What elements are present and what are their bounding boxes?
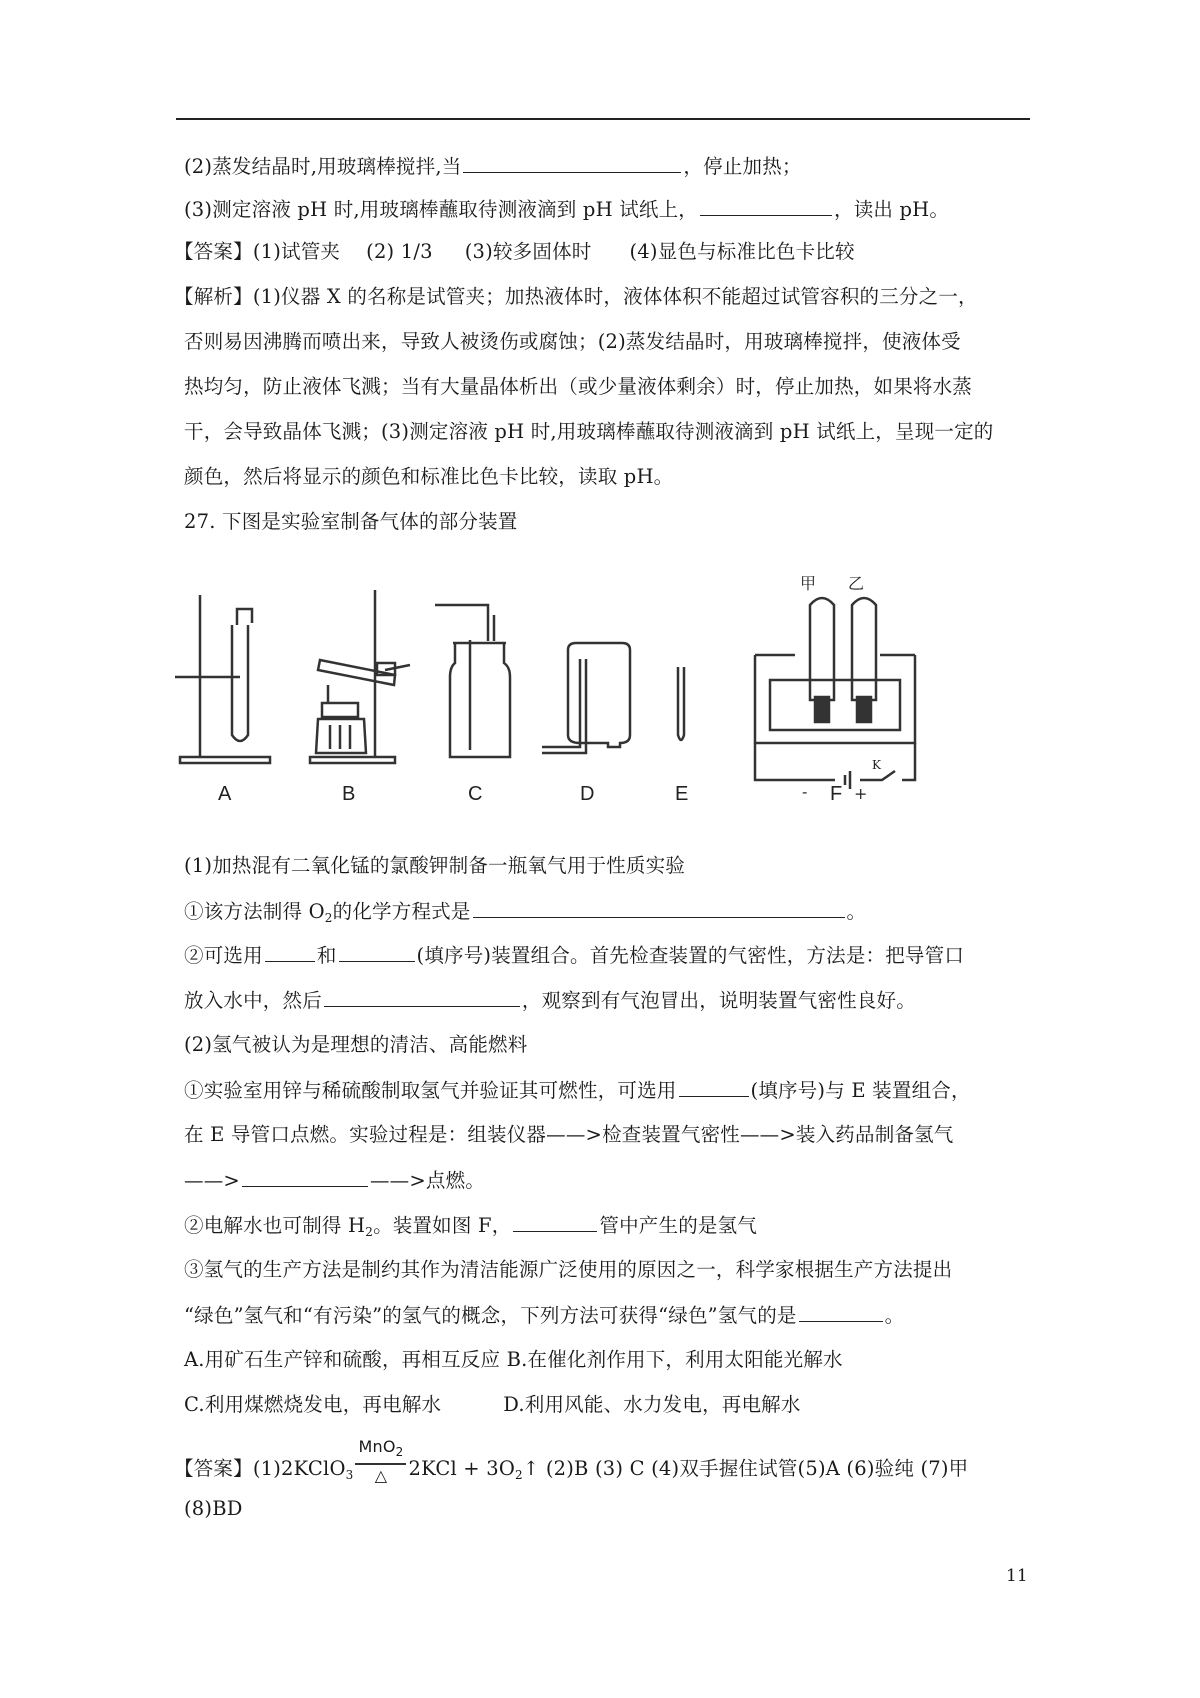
explanation-line-5: 颜色，然后将显示的颜色和标准比色卡比较，读取 pH。 bbox=[184, 465, 674, 488]
heat-symbol: △ bbox=[374, 1466, 388, 1485]
label-c: C bbox=[468, 783, 483, 805]
apparatus-e bbox=[678, 667, 684, 740]
tube-label-yi: 乙 bbox=[848, 574, 865, 593]
q27-part-2a bbox=[184, 1076, 971, 1105]
answer-blank[interactable] bbox=[463, 152, 681, 173]
answer-rest: (2)B (3) C (4)双手握住试管(5)A (6)验纯 (7)甲 bbox=[545, 1457, 969, 1480]
answer-part: (1)试管夹 bbox=[252, 240, 341, 263]
answer-blank[interactable] bbox=[799, 1301, 883, 1322]
apparatus-a bbox=[175, 595, 270, 763]
label-f: F bbox=[830, 783, 843, 805]
explanation-label: 【解析】 bbox=[174, 285, 253, 308]
options-cd bbox=[184, 1391, 801, 1419]
options-ab bbox=[184, 1346, 843, 1374]
q2-text-end: ，停止加热； bbox=[683, 155, 802, 178]
q27-text: (填序号)装置组合。首先检查装置的气密性，方法是：把导管口 bbox=[416, 944, 965, 967]
q27-text: 。 bbox=[884, 1304, 905, 1327]
header-rule bbox=[176, 118, 1030, 120]
q27-text: ——> bbox=[184, 1169, 240, 1192]
q27-part-2: (2)氢气被认为是理想的清洁、高能燃料 bbox=[184, 1033, 528, 1056]
equation-text: 2KCl + 3O bbox=[408, 1457, 516, 1480]
answer-part: (4)显色与标准比色卡比较 bbox=[629, 240, 855, 263]
switch-label: K bbox=[872, 758, 881, 772]
question-27-title: 27. 下图是实验室制备气体的部分装置 bbox=[184, 510, 518, 533]
q27-part-1c bbox=[184, 986, 916, 1015]
subscript: 2 bbox=[324, 911, 333, 925]
q3-text: (3)测定溶液 pH 时,用玻璃棒蘸取待测液滴到 pH 试纸上， bbox=[184, 198, 698, 221]
q27-part-2e: ③氢气的生产方法是制约其作为清洁能源广泛使用的原因之一，科学家根据生产方法提出 bbox=[184, 1258, 953, 1281]
answer-27-last: (8)BD bbox=[184, 1497, 243, 1520]
apparatus-c bbox=[435, 605, 510, 757]
answer-label: 【答案】 bbox=[174, 1457, 253, 1480]
explanation-text: (1)仪器 X 的名称是试管夹；加热液体时，液体体积不能超过试管容积的三分之一， bbox=[252, 285, 978, 308]
answer-blank[interactable] bbox=[513, 1211, 597, 1232]
option-c: C.利用煤燃烧发电，再电解水 bbox=[184, 1393, 442, 1416]
q27-text: 的化学方程式是 bbox=[332, 900, 471, 923]
q27-part-1b bbox=[184, 941, 964, 970]
question-26-part-2 bbox=[184, 152, 802, 181]
explanation-line-3: 热均匀，防止液体飞溅；当有大量晶体析出（或少量液体剩余）时，停止加热，如果将水蒸 bbox=[184, 375, 973, 398]
q27-part-2d bbox=[184, 1211, 757, 1246]
reaction-condition bbox=[355, 1438, 406, 1485]
answer-blank[interactable] bbox=[339, 941, 415, 962]
q27-text: 和 bbox=[316, 944, 337, 967]
label-a: A bbox=[218, 783, 232, 805]
label-b: B bbox=[342, 783, 356, 805]
q27-text: ——>点燃。 bbox=[369, 1169, 485, 1192]
answer-blank[interactable] bbox=[473, 897, 845, 918]
answer-blank[interactable] bbox=[265, 941, 315, 962]
q27-text: (填序号)与 E 装置组合， bbox=[750, 1079, 971, 1102]
gas-arrow: ↑ bbox=[522, 1457, 540, 1480]
page-number: 11 bbox=[1006, 1566, 1028, 1586]
q3-text-end: ，读出 pH。 bbox=[834, 198, 950, 221]
q27-part-2f bbox=[184, 1301, 904, 1330]
subscript: 2 bbox=[365, 1225, 374, 1239]
apparatus-f bbox=[755, 598, 915, 789]
tube-label-jia: 甲 bbox=[800, 574, 817, 593]
answer-part: (3)较多固体时 bbox=[464, 240, 592, 263]
answer-part: (2) 1/3 bbox=[366, 240, 433, 263]
answer-27 bbox=[174, 1437, 969, 1493]
answer-blank[interactable] bbox=[700, 195, 832, 216]
q27-part-2c bbox=[184, 1166, 485, 1195]
explanation-line-4: 干，会导致晶体飞溅；(3)测定溶液 pH 时,用玻璃棒蘸取待测液滴到 pH 试纸上，呈现一定的 bbox=[184, 420, 994, 443]
q27-text: ①该方法制得 O bbox=[184, 900, 325, 923]
minus-label: - bbox=[802, 782, 808, 801]
q27-text: ②电解水也可制得 H bbox=[184, 1214, 366, 1237]
answer-blank[interactable] bbox=[324, 986, 520, 1007]
apparatus-figure bbox=[170, 574, 1040, 825]
answer-blank[interactable] bbox=[679, 1076, 749, 1097]
answer-label: 【答案】 bbox=[174, 240, 253, 263]
question-26-part-3 bbox=[184, 195, 949, 224]
q27-text: ①实验室用锌与稀硫酸制取氢气并验证其可燃性，可选用 bbox=[184, 1079, 677, 1102]
explanation-line-1 bbox=[174, 283, 978, 311]
label-d: D bbox=[580, 783, 595, 805]
subscript: 3 bbox=[345, 1468, 354, 1482]
q27-text: “绿色”氢气和“有污染”的氢气的概念，下列方法可获得“绿色”氢气的是 bbox=[184, 1304, 797, 1327]
explanation-line-2: 否则易因沸腾而喷出来，导致人被烫伤或腐蚀；(2)蒸发结晶时，用玻璃棒搅拌，使液体受 bbox=[184, 330, 961, 353]
answer-blank[interactable] bbox=[242, 1166, 368, 1187]
q27-part-1: (1)加热混有二氧化锰的氯酸钾制备一瓶氧气用于性质实验 bbox=[184, 854, 686, 877]
q27-text: 管中产生的是氢气 bbox=[599, 1214, 758, 1237]
q27-text: ，观察到有气泡冒出，说明装置气密性良好。 bbox=[521, 989, 916, 1012]
answer-26 bbox=[174, 238, 855, 266]
q27-part-1a bbox=[184, 897, 866, 932]
plus-label: + bbox=[854, 784, 868, 803]
subscript: 2 bbox=[515, 1468, 523, 1482]
q27-text: 。装置如图 F， bbox=[373, 1214, 512, 1237]
q27-part-2b: 在 E 导管口点燃。实验过程是：组装仪器——>检查装置气密性——>装入药品制备氢气 bbox=[184, 1123, 954, 1146]
option-d: D.利用风能、水力发电，再电解水 bbox=[503, 1393, 801, 1416]
equation-text: (1)2KClO bbox=[252, 1457, 346, 1480]
subscript: 2 bbox=[395, 1445, 404, 1459]
q2-text: (2)蒸发结晶时,用玻璃棒搅拌,当 bbox=[184, 155, 462, 178]
catalyst-text: MnO bbox=[358, 1437, 396, 1456]
q27-text: ②可选用 bbox=[184, 944, 263, 967]
q27-text: 。 bbox=[846, 900, 867, 923]
apparatus-b bbox=[310, 590, 410, 763]
option-b: B.在催化剂作用下，利用太阳能光解水 bbox=[506, 1348, 843, 1371]
apparatus-d bbox=[542, 643, 630, 753]
label-e: E bbox=[675, 783, 689, 805]
option-a: A.用矿石生产锌和硫酸，再相互反应 bbox=[184, 1348, 501, 1371]
q27-text: 放入水中，然后 bbox=[184, 989, 322, 1012]
